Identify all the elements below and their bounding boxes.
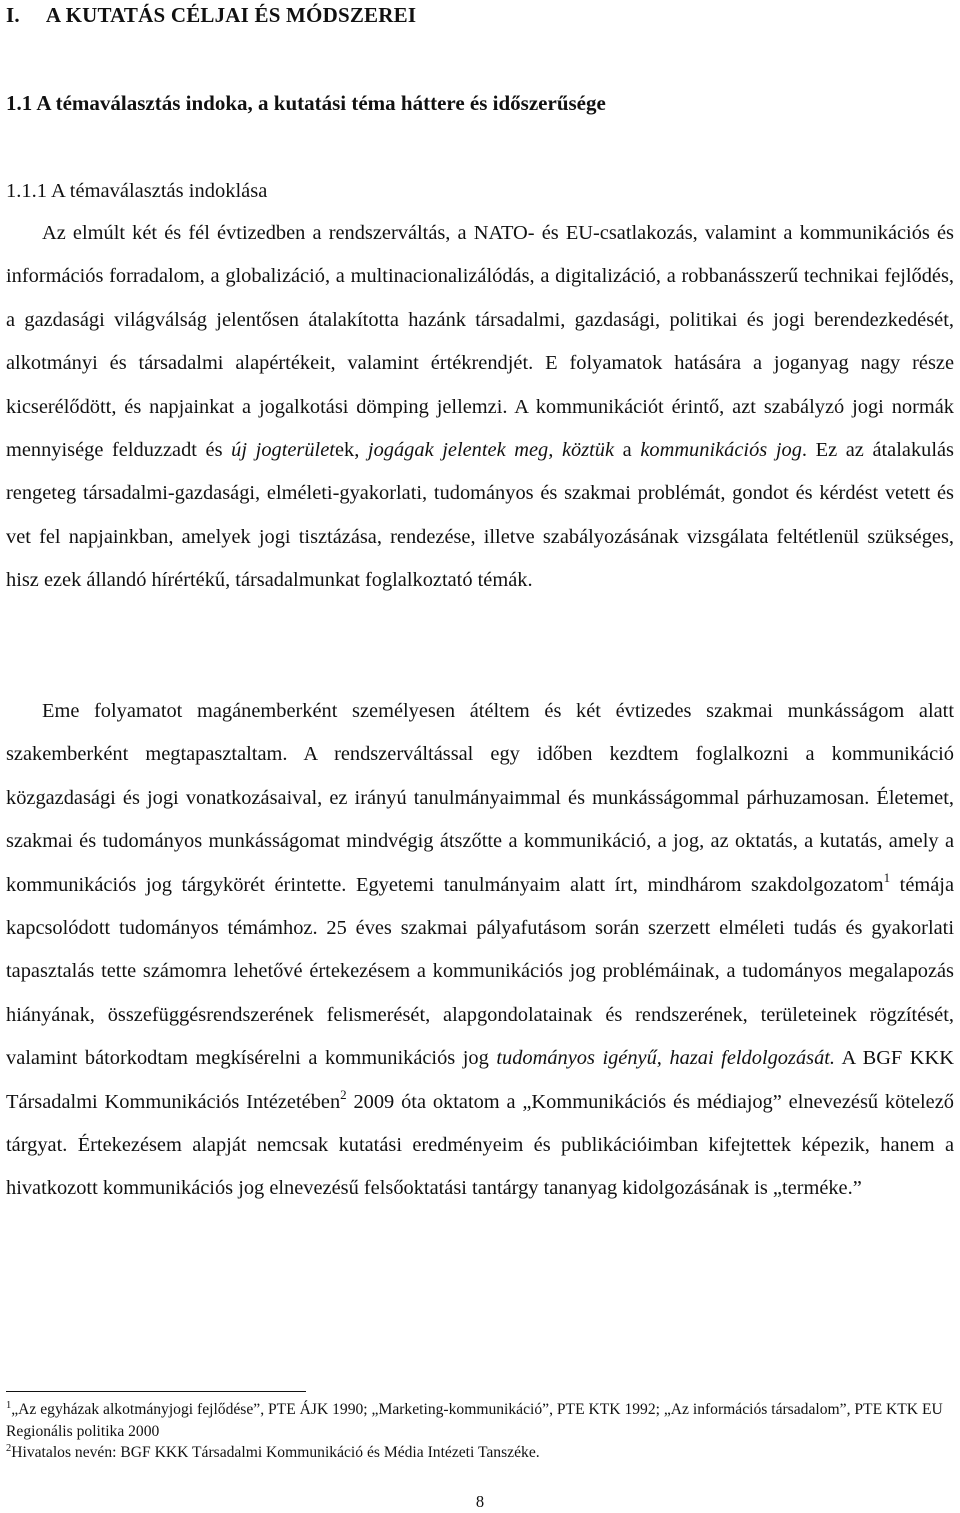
footnote-number: 2 bbox=[6, 1443, 12, 1454]
body-paragraph-2 bbox=[6, 690, 954, 1211]
footnote-separator bbox=[6, 1391, 306, 1392]
footnote-text: „Az egyházak alkotmányjogi fejlődése”, PTE ÁJK 1990; „Marketing-kommunikáció”, PTE KTK 1992; „Az információs társadalom”, PTE KTK EU Regionális politika 2000 bbox=[6, 1401, 943, 1440]
paragraph-text: ek, bbox=[334, 439, 368, 462]
paragraph-text: 2009 óta oktatom a „Kommunikációs és médiajog” elnevezésű kötelező tárgyat. Értekezésem alapját nemcsak kutatási eredményeim és publikációimban kifejtettek képezik, hanem a hivatkozott kommunikációs jog elnevezésű felsőoktatási tantárgy tananyag kidolgozásának is „terméke.” bbox=[6, 1090, 954, 1200]
footnote-marker-1[interactable]: 1 bbox=[883, 869, 891, 885]
italic-phrase: tudományos igényű, hazai feldolgozását. bbox=[496, 1047, 836, 1070]
chapter-heading: I. A KUTATÁS CÉLJAI ÉS MÓDSZEREI bbox=[6, 3, 417, 27]
paragraph-text: . Ez az átalakulás rengeteg társadalmi-gazdasági, elméleti-gyakorlati, tudományos és szakmai problémát, gondot és kérdést vetett és vet fel napjainkban, amelyek jogi tisztázása, rendezése, illetve szabályozásának vizsgálata feltétlenül szükséges, hisz ezek állandó hírértékű, társadalmunkat foglalkoztató témák. bbox=[6, 439, 954, 592]
page-number: 8 bbox=[475, 1492, 485, 1511]
footnote-2 bbox=[6, 1442, 954, 1464]
paragraph-text: A BGF KKK Társadalmi Kommunikációs Intézetében bbox=[6, 1047, 954, 1113]
footnote-number: 1 bbox=[6, 1400, 12, 1411]
footnote-marker-2[interactable]: 2 bbox=[340, 1086, 347, 1102]
body-paragraph-1 bbox=[6, 212, 954, 603]
paragraph-text: Eme folyamatot magánemberként személyesen átéltem és két évtizedes szakmai munkásságom alatt szakemberként megtapasztaltam. A rendszerváltással egy időben kezdtem foglalkozni a kommunikáció közgazdasági és jogi vonatkozásaival, ez irányú tanulmányaimmal és munkásságommal párhuzamosan. Életemet, szakmai és tudományos munkásságomat mindvégig átszőtte a kommunikáció, a jog, az oktatás, a kutatás, amely a kommunikációs jog tárgykörét érintette. Egyetemi tanulmányaim alatt írt, mindhárom szakdolgozatom bbox=[6, 700, 954, 896]
footnote-1 bbox=[6, 1399, 954, 1442]
italic-phrase: új jogterület bbox=[231, 439, 335, 462]
italic-phrase: jogágak jelentek meg, köztük bbox=[367, 439, 615, 462]
paragraph-text: témája kapcsolódott tudományos témámhoz. 25 éves szakmai pályafutásom során szerzett elméleti tudás és gyakorlati tapasztalás tette számomra lehetővé értekezésem a kommunikációs jog problémáinak, a tudományos megalapozás hiányának, összefüggésrendszerének felismerését, alapgondolatainak és rendszerének, területeinek rögzítését, valamint bátorkodtam megkísérelni a kommunikációs jog bbox=[6, 873, 954, 1070]
footnote-text: Hivatalos nevén: BGF KKK Társadalmi Kommunikáció és Média Intézeti Tanszéke. bbox=[11, 1444, 540, 1461]
subsection-heading: 1.1.1 A témaválasztás indoklása bbox=[6, 180, 268, 202]
paragraph-text: Az elmúlt két és fél évtizedben a rendszerváltás, a NATO- és EU-csatlakozás, valamint a kommunikációs és információs forradalom, a globalizáció, a multinacionalizálódás, a digitalizáció, a robbanásszerű technikai fejlődés, a gazdasági világválság jelentősen átalakította hazánk társadalmi, gazdasági, politikai és jogi berendezkedését, alkotmányi és társadalmi alapértékeit, valamint értékrendjét. E folyamatok hatására a joganyag nagy része kicserélődött, és napjainkat a jogalkotási dömping jellemzi. A kommunikációt érintő, azt szabályzó jogi normák mennyisége felduzzadt és bbox=[6, 222, 954, 462]
section-heading: 1.1 A témaválasztás indoka, a kutatási téma háttere és időszerűsége bbox=[6, 91, 606, 115]
italic-phrase: kommunikációs jog bbox=[640, 439, 802, 462]
footnotes bbox=[6, 1399, 954, 1464]
paragraph-text: a bbox=[614, 439, 641, 462]
